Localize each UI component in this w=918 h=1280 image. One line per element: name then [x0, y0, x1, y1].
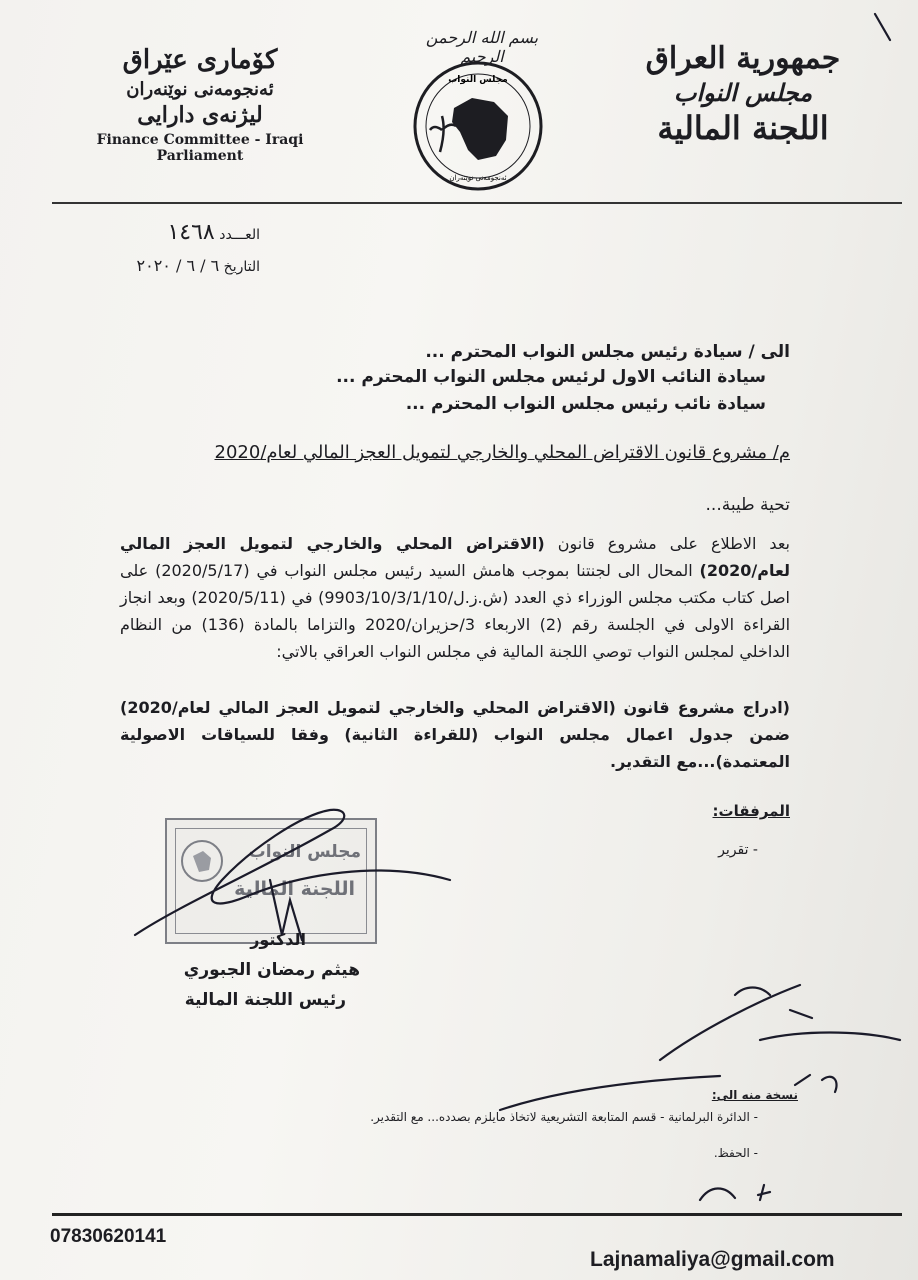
corner-pen-mark	[875, 14, 890, 40]
seal-bottom-text: ئەنجومەنی نوێنەران	[449, 174, 507, 182]
signature-main	[135, 810, 450, 935]
attachment-dash: -	[748, 842, 758, 858]
number-value: ١٤٦٨	[167, 220, 215, 245]
handwritten-initials	[700, 1185, 770, 1200]
basmala: بسم الله الرحمن الرحيم	[425, 28, 539, 66]
signature-flourish	[270, 880, 302, 940]
handwritten-annotation-1	[660, 985, 812, 1060]
header-kurdish-committee: لیژنەی دارایی	[137, 102, 263, 128]
footer-divider	[52, 1213, 902, 1216]
attachments-label: المرفقات:	[712, 802, 790, 820]
addressee-2: سيادة النائب الاول لرئيس مجلس النواب المحترم ...	[336, 367, 766, 387]
greeting: تحية طيبة...	[705, 495, 790, 515]
signatory-name: هيثم رمضان الجبوري	[183, 960, 360, 980]
attachment-name: تقرير	[718, 842, 749, 858]
header-kurdish-parliament: ئەنجومەنی نوێنەران	[126, 79, 274, 100]
header-english-2: Parliament	[156, 148, 244, 164]
copies-item-1-text: الدائرة البرلمانية - قسم المتابعة التشريعية لاتخاذ مايلزم بصدده... مع التقدير.	[370, 1110, 750, 1124]
handwritten-annotation-3	[500, 1076, 720, 1110]
date-value: ٦ / ٦ / ٢٠٢٠	[136, 256, 220, 275]
signatory-title: الدكتور	[250, 930, 306, 949]
header-country: جمهورية العراق	[645, 41, 841, 76]
copies-item-2-text: الحفظ.	[713, 1146, 750, 1160]
signatory-position: رئيس اللجنة المالية	[184, 990, 346, 1010]
p2-reading: (للقراءة الثانية)	[344, 725, 479, 744]
header-kurdish-country: كۆماری عێراق	[122, 45, 278, 75]
footer-phone: 07830620141	[50, 1226, 167, 1247]
addressee-1: الى / سيادة رئيس مجلس النواب المحترم ...	[425, 342, 790, 362]
stamp-line-2: اللجنة المالية	[234, 878, 355, 900]
p2-mid: ضمن جدول اعمال مجلس النواب	[493, 725, 790, 744]
p2-intro: (ادراج مشروع قانون	[623, 698, 790, 717]
copies-label: نسخة منه الى:	[711, 1088, 798, 1102]
subject-line: م/ مشروع قانون الاقتراض المحلي والخارجي لتمويل العجز المالي لعام/2020	[214, 442, 790, 463]
p1-intro: بعد الاطلاع على مشروع قانون	[557, 534, 790, 553]
addressee-3: سيادة نائب رئيس مجلس النواب المحترم ...	[405, 394, 766, 414]
p2-law-title: (الاقتراض المحلي والخارجي لتمويل العجز المالي لعام/2020)	[120, 698, 616, 717]
copies-dash-1: -	[749, 1110, 758, 1124]
stamp-line-1: مجلس النواب	[248, 842, 361, 862]
handwritten-date	[795, 1075, 837, 1092]
header-committee: اللجنة المالية	[657, 108, 829, 147]
header-english-1: Finance Committee - Iraqi	[96, 132, 304, 148]
p1-law-title: (الاقتراض المحلي والخارجي لتمويل العجز المالي لعام/2020)	[120, 534, 790, 580]
number-label: العـــدد	[219, 227, 260, 243]
handwritten-annotation-2	[760, 1033, 900, 1041]
header-parliament: مجلس النواب	[673, 77, 813, 107]
copies-dash-2: -	[749, 1146, 758, 1160]
footer-email: Lajnamaliya@gmail.com	[590, 1248, 835, 1271]
p2-rest: وفقا للسياقات الاصولية المعتمدة)...مع التقدير.	[120, 725, 790, 771]
seal-top-text: مجلس النواب	[448, 75, 508, 85]
p1-rest: المحال الى لجنتنا بموجب هامش السيد رئيس مجلس النواب في (2020/5/17) على اصل كتاب مكتب مجلس الوزراء ذي العدد (ش.ز.ل/9903/10/3/1/10) في (2020/5/11) وبعد انجاز القراءة الاولى في الجلسة رقم (2) الاربعاء 3/حزيران/2020 والتزاما بالمادة (136) من النظام الداخلي لمجلس النواب توصي اللجنة المالية في مجلس النواب العراقي بالاتي:	[120, 561, 791, 661]
date-label: التاريخ	[223, 259, 260, 275]
